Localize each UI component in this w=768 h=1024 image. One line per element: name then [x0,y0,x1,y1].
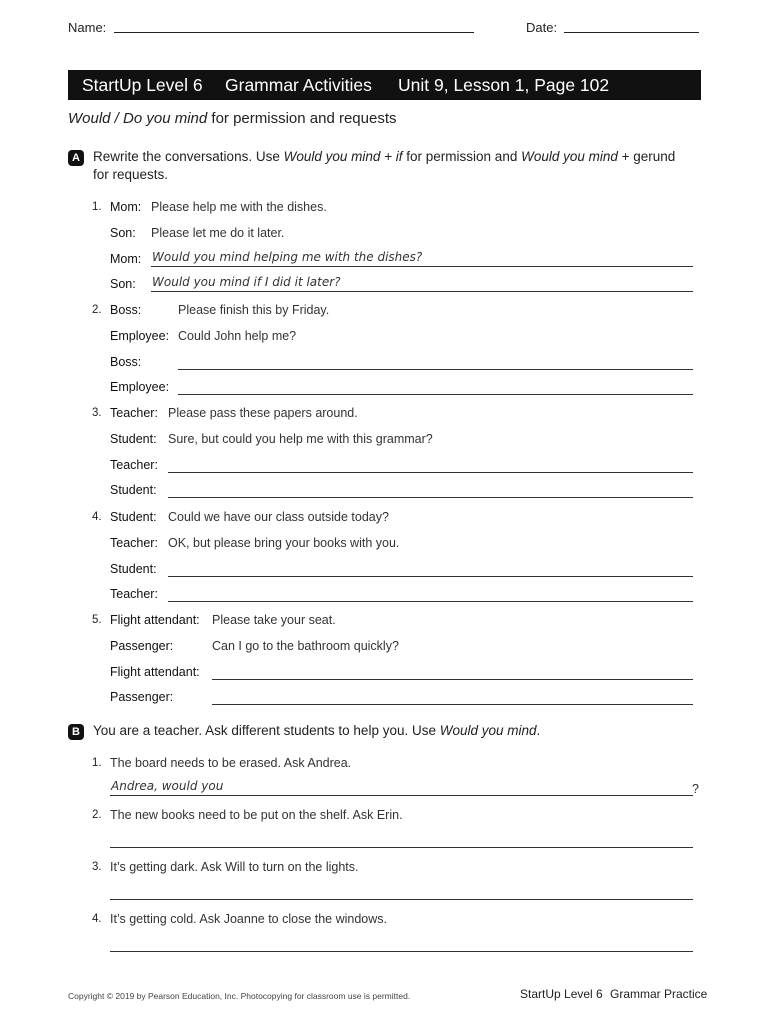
instr-text: Rewrite the conversations. Use [93,149,284,164]
dialogue-text: Please finish this by Friday. [178,303,330,317]
title-banner [68,70,701,100]
dialogue-text: Please help me with the dishes. [151,200,327,214]
section-b-badge: B [68,724,84,740]
answer-line[interactable] [110,795,693,796]
handwritten-answer: Would you mind helping me with the dishes? [152,249,423,264]
answer-line[interactable] [178,369,693,370]
speaker-label: Teacher: [110,587,158,602]
instr-text: for requests. [93,167,169,182]
name-label: Name: [68,20,107,35]
dialogue-text: OK, but please bring your books with you. [168,535,400,550]
item-prompt: It’s getting dark. Ask Will to turn on the lights. [110,860,359,874]
answer-line[interactable] [168,576,693,577]
banner-activity: Grammar Activities [225,75,372,95]
item-number: 4. [92,913,102,925]
answer-line[interactable] [168,601,693,602]
speaker-label: Employee: [110,328,170,343]
dialogue-text: Please take your seat. [212,613,336,627]
speaker-label: Mom: [110,200,142,214]
dialogue-text: Could we have our class outside today? [168,510,389,524]
speaker-label: Passenger: [110,638,174,653]
page-subtitle [68,110,397,127]
speaker-label: Student: [110,561,157,576]
answer-line[interactable] [151,291,693,292]
answer-line[interactable] [110,847,693,848]
speaker-label: Teacher: [110,457,158,472]
answer-line[interactable] [168,472,693,473]
item-prompt: It’s getting cold. Ask Joanne to close the windows. [110,912,388,926]
speaker-label: Son: [110,225,136,240]
end-mark: ? [692,782,699,796]
banner-level: StartUp Level 6 [82,75,203,95]
dialogue-text: Can I go to the bathroom quickly? [212,638,399,653]
item-number: 1. [92,757,102,769]
answer-line[interactable] [168,497,693,498]
answer-line[interactable] [212,679,693,680]
dialogue-text: Please pass these papers around. [168,406,358,420]
speaker-label: Student: [110,510,157,524]
name-field[interactable] [114,32,474,33]
instr-italic: Would you mind + if [283,149,403,164]
subtitle-italic: Would / Do you mind [68,110,208,127]
answer-line[interactable] [212,704,693,705]
answer-line[interactable] [110,899,693,900]
section-a-instructions [93,148,703,184]
item-prompt: The new books need to be put on the shelf. Ask Erin. [110,808,403,822]
handwritten-answer: Would you mind if I did it later? [152,275,341,290]
speaker-label: Son: [110,277,136,292]
copyright-notice: Copyright © 2019 by Pearson Education, Inc. Photocopying for classroom use is permitted. [68,991,411,1001]
instr-text: + gerund [617,149,676,164]
banner-location: Unit 9, Lesson 1, Page 102 [398,75,610,95]
answer-line[interactable] [178,394,693,395]
instr-text: You are a teacher. Ask different students to help you. Use [93,723,440,738]
speaker-label: Mom: [110,251,142,266]
date-field[interactable] [564,32,699,33]
answer-line[interactable] [151,266,693,267]
speaker-label: Teacher: [110,406,158,420]
dialogue-text: Sure, but could you help me with this grammar? [168,431,433,446]
date-label: Date: [526,20,558,35]
item-prompt: The board needs to be erased. Ask Andrea. [110,756,352,770]
item-number: 2. [92,809,102,821]
footer-practice: Grammar Practice [610,987,708,1001]
dialogue-text: Please let me do it later. [151,225,285,240]
speaker-label: Passenger: [110,690,174,705]
footer-level: StartUp Level 6 [520,987,603,1001]
subtitle-rest: for permission and requests [211,110,397,127]
speaker-label: Flight attendant: [110,664,200,679]
speaker-label: Student: [110,483,157,498]
item-number: 3. [92,861,102,873]
item-number: 2. [92,304,102,316]
dialogue-text: Could John help me? [178,328,297,343]
instr-text: for permission and [402,149,522,164]
speaker-label: Teacher: [110,535,158,550]
section-b-instructions [93,722,703,740]
speaker-label: Boss: [110,303,142,317]
speaker-label: Flight attendant: [110,613,200,627]
item-number: 1. [92,201,102,213]
answer-line[interactable] [110,951,693,952]
item-number: 5. [92,614,102,626]
speaker-label: Employee: [110,380,170,395]
handwritten-answer: Andrea, would you [111,779,224,793]
item-number: 3. [92,407,102,419]
speaker-label: Boss: [110,354,142,369]
instr-italic: Would you mind [521,149,618,164]
instr-italic: Would you mind [439,723,537,738]
speaker-label: Student: [110,431,157,446]
instr-text: . [536,723,541,738]
item-number: 4. [92,511,102,523]
section-a-badge: A [68,150,84,166]
